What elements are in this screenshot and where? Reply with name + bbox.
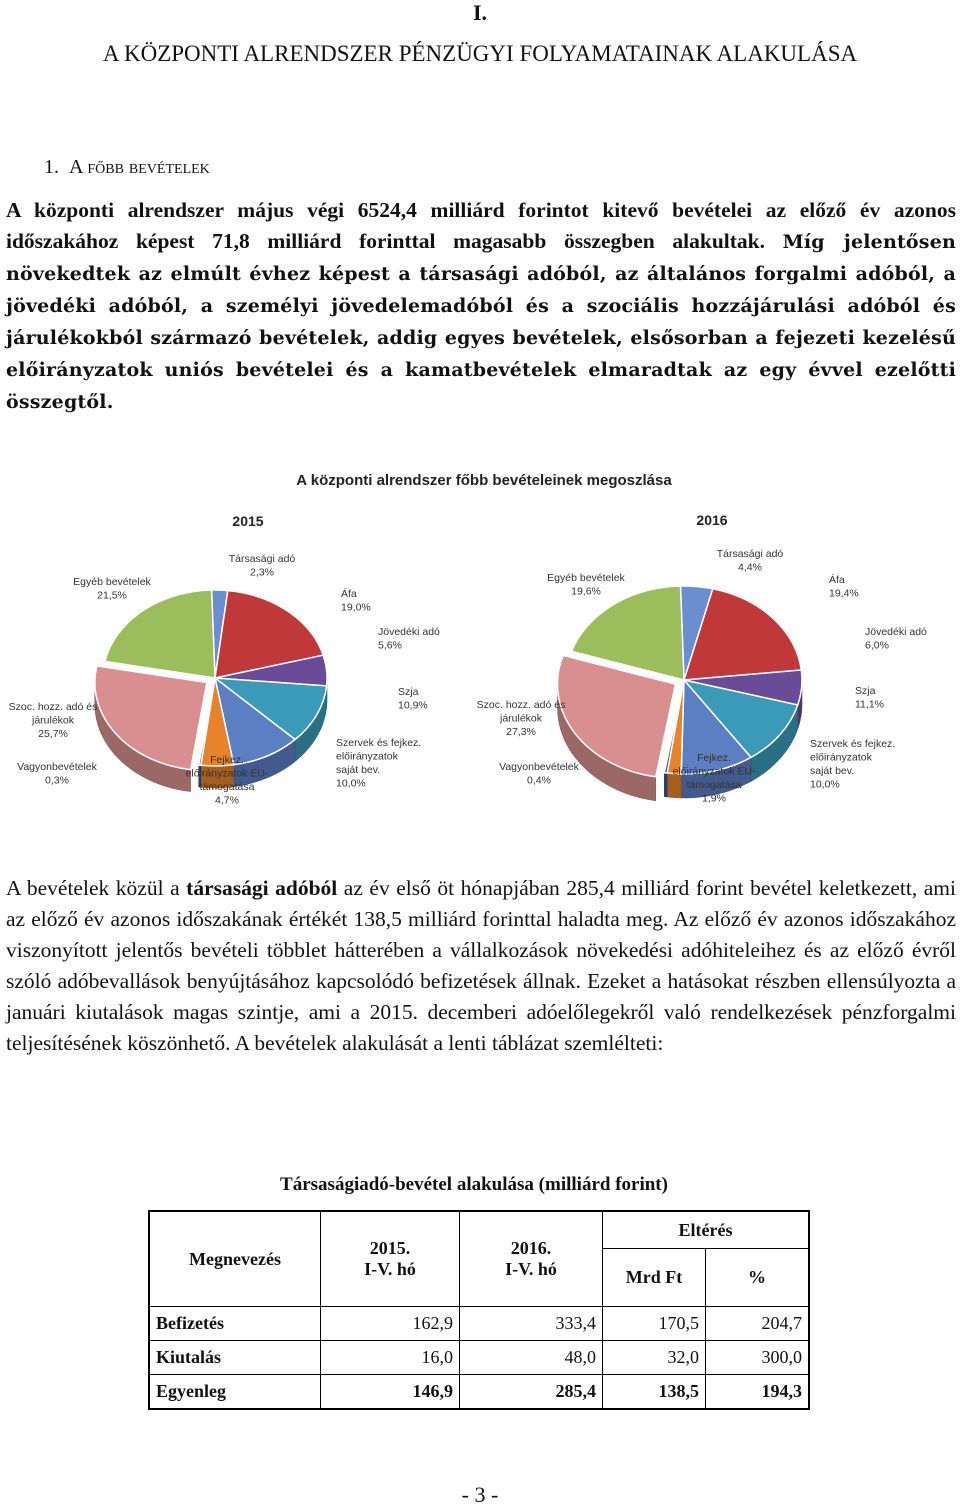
header-name: Megnevezés [149,1211,321,1307]
pie-label-line: Áfa [829,574,845,586]
pie-label-line: támogatása [686,779,742,791]
pie-label-line: Szoc. hozz. adó és [476,699,566,711]
pie-label-2016-szervek [810,738,895,791]
pie-label-line: 19,0% [341,601,371,614]
pie-label-line: 0,4% [527,774,551,787]
row-label: Egyenleg [149,1375,321,1409]
pie-label-line: előirányzatok [810,751,872,764]
cell-2016: 285,4 [460,1375,603,1409]
cell-2015: 162,9 [321,1307,460,1341]
pie-label-2015-szoc [9,701,98,740]
pie-label-line: 21,5% [97,589,127,602]
pie-label-2015-afa [341,587,371,614]
table-row [149,1307,809,1341]
header-2015-line1: 2015. [369,1238,411,1258]
table-row [149,1341,809,1375]
pie-label-line: előirányzatok EU- [672,765,756,778]
pie-label-line: 1,9% [702,792,726,805]
corporate-tax-table [148,1210,810,1410]
pie-label-line: Egyéb bevételek [73,576,151,588]
header-diff: Eltérés [603,1211,810,1249]
pie-label-line: támogatása [199,781,255,793]
pie-slice-2015-szoc [95,666,207,770]
section-heading [44,156,210,179]
header-2016-line1: 2016. [510,1238,552,1258]
cell-2015: 146,9 [321,1375,460,1409]
row-label: Befizetés [149,1307,321,1341]
pie-label-line: saját bev. [336,764,381,776]
pie-label-line: Szja [398,686,419,698]
pie-label-2015-jovedeki [378,626,440,652]
pie-label-line: 19,4% [829,587,859,600]
cell-2016: 48,0 [460,1341,603,1375]
pie-slice-2015-egyeb [105,590,215,678]
pie-label-2016-afa [829,573,859,600]
pie-label-line: 6,0% [865,639,889,652]
pie-label-2015-egyeb [73,576,151,602]
pie-chart-svg [0,458,960,838]
intro-text-2: Míg jelentősen növekedtek az elmúlt évhez képest a társasági adóból, az általános forgalmi adóból, a jövedéki adóból, a személyi jövedelemadóból és a szociális hozzájárulási adóból és járulékokból származó bevételek, addig egyes bevételek, elsősorban a fejezeti kezelésű előirányzatok uniós bevételei és a kamatbevételek elmaradtak az egy évvel ezelőtti összegtől. [6,231,957,413]
page-number: - 3 - [461,1482,499,1507]
body-text-1: A bevételek közül a [6,876,187,900]
pie-label-line: Szoc. hozz. adó és [8,701,98,713]
header-2015-line2: I-V. hó [364,1259,416,1279]
pie-label-2016-jovedeki [865,626,927,652]
cell-diff: 170,5 [603,1307,706,1341]
pie-label-line: Társasági adó [716,548,784,560]
body-text-2: az év első öt hónapjában 285,4 milliárd forint bevétel keletkezett, ami az előző év azonos időszakának értékét 138,5 milliárd forinttal haladta meg. Az előző év azonos időszakához viszonyított jelentős bevételi többlet hátterében a vállalkozások növekedési adóhiteleihez és az előző évről szóló adóbevallások benyújtásához kapcsolódó befizetések állnak. Ezeket a hatásokat részben ellensúlyozta a januári kiutalások magas szintje, ami a 2015. decemberi adóelőlegekről való rendelkezések pénzforgalmi teljesítésének köszönhető. A bevételek alakulását a lenti táblázat szemlélteti: [6,876,956,1055]
cell-pct: 300,0 [706,1341,810,1375]
pie-label-2016-szja [855,685,884,711]
chapter-number: I. [472,0,488,25]
intro-paragraph [6,195,956,418]
pie-label-line: 25,7% [38,728,68,740]
row-label: Kiutalás [149,1341,321,1375]
table-row [149,1375,809,1409]
pie-label-line: Társasági adó [228,553,296,565]
pie-label-line: Szervek és fejkez. [810,738,896,750]
pie-label-2016-szoc [477,699,566,738]
chapter-title: A KÖZPONTI ALRENDSZER PÉNZÜGYI FOLYAMATAINAK ALAKULÁSA [102,41,858,66]
header-2016-line2: I-V. hó [505,1259,557,1279]
pie-label-line: 4,4% [738,561,762,574]
pie-label-2016-vagyon [499,761,580,787]
pie-label-line: 10,9% [398,699,428,712]
revenue-pie-charts [0,458,960,838]
chart-year-2015: 2015 [232,513,264,529]
pie-label-line: előirányzatok [336,750,398,763]
pie-label-line: 10,0% [810,778,840,791]
section-number: 1. [44,156,59,178]
intro-text-1: A központi alrendszer május végi 6524,4 milliárd forintot kitevő bevételei az előző év azonos időszakához képest 71,8 milliárd forinttal magasabb összegben alakultak. [6,198,956,253]
header-2016 [460,1211,603,1307]
cell-2016: 333,4 [460,1307,603,1341]
cell-diff: 32,0 [603,1341,706,1375]
pie-label-2015-vagyon [17,761,98,787]
header-diff-abs: Mrd Ft [603,1249,706,1307]
pie-label-line: Áfa [341,588,357,600]
pie-label-line: Jövedéki adó [865,626,927,638]
pie-label-line: 4,7% [215,794,239,807]
header-2015 [321,1211,460,1307]
pie-label-line: 27,3% [506,726,536,738]
pie-label-2016-egyeb [547,572,625,598]
section-title: A főbb bevételek [69,156,210,178]
pie-label-line: Szervek és fejkez. [336,737,422,749]
header-diff-pct: % [706,1249,810,1307]
pie-label-2016-tarsasagi [717,548,784,574]
pie-label-2015-szja [398,686,428,712]
pie-label-line: Szja [855,685,876,697]
pie-label-line: 2,3% [250,566,274,579]
cell-2015: 16,0 [321,1341,460,1375]
cell-pct: 204,7 [706,1307,810,1341]
pie-label-line: járulékok [499,712,543,725]
pie-label-line: Vagyonbevételek [499,761,579,773]
chart-title: A központi alrendszer főbb bevételeinek megoszlása [296,472,672,489]
pie-label-line: 0,3% [45,774,69,787]
pie-label-line: saját bev. [810,765,855,777]
pie-label-2015-szervek [336,737,421,790]
pie-label-line: 5,6% [378,639,402,652]
body-paragraph [6,873,956,1059]
pie-label-line: előirányzatok EU- [185,767,269,780]
pie-label-line: Fejkez. [210,754,244,766]
table-caption: Társaságiadó-bevétel alakulása (milliárd forint) [280,1174,668,1195]
pie-label-line: Egyéb bevételek [547,572,625,584]
pie-label-line: 11,1% [855,698,884,711]
pie-label-line: járulékok [31,714,75,727]
pie-label-line: Fejkez. [697,752,731,764]
pie-label-line: 10,0% [336,777,366,790]
body-bold-term: társasági adóból [186,876,338,900]
cell-pct: 194,3 [706,1375,810,1409]
pie-label-line: 19,6% [571,585,601,598]
pie-label-2015-tarsasagi [229,553,296,579]
pie-label-line: Vagyonbevételek [17,761,97,773]
pie-label-line: Jövedéki adó [378,626,440,638]
pie-side-2016-vagyon [664,773,667,797]
chart-year-2016: 2016 [696,512,728,528]
cell-diff: 138,5 [603,1375,706,1409]
